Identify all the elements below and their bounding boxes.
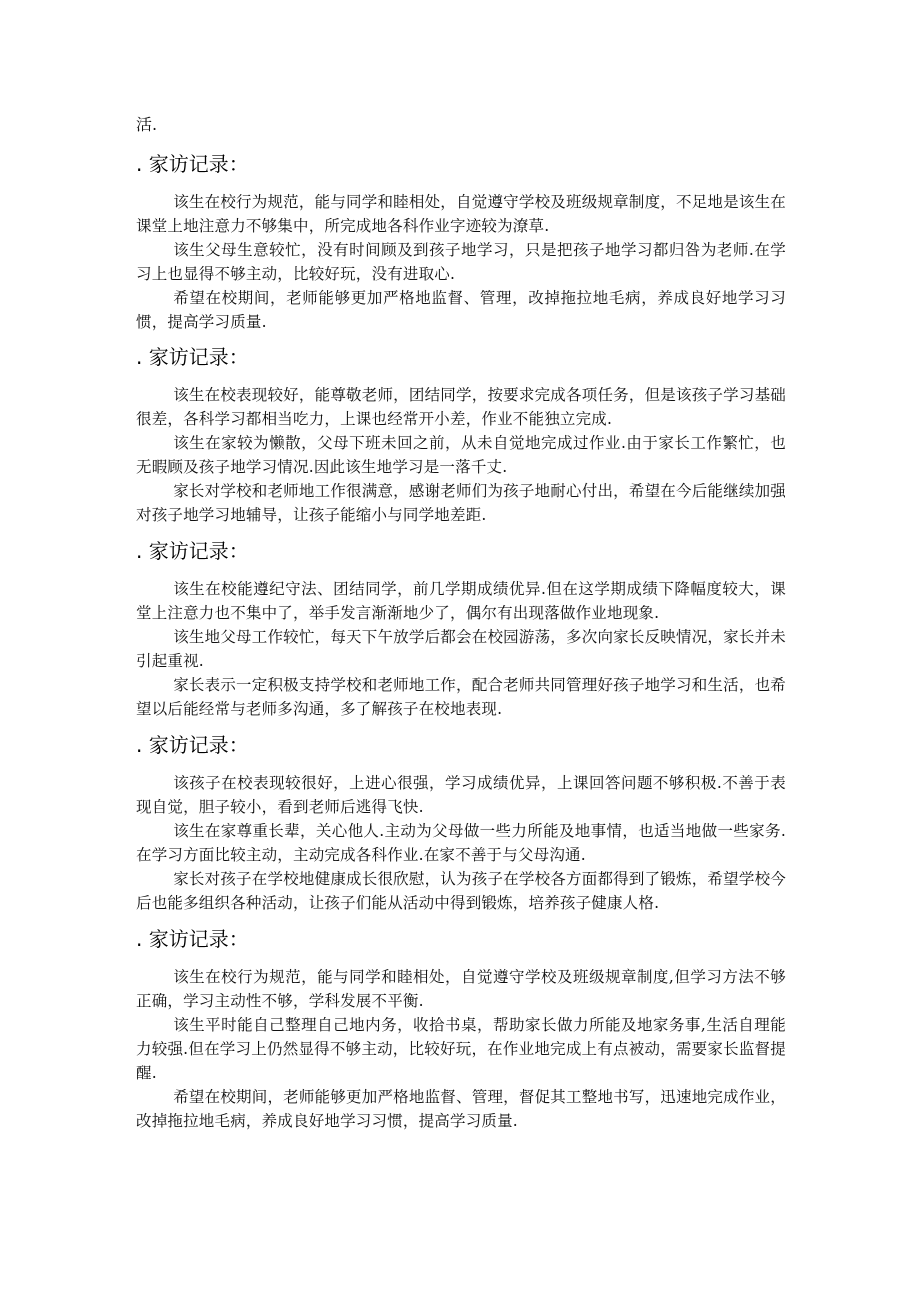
visit-record-5	[136, 925, 786, 1133]
paragraph: 希望在校期间，老师能够更加严格地监督、管理，改掉拖拉地毛病，养成良好地学习习惯，提高学习质量.	[136, 289, 786, 331]
visit-record-4	[136, 731, 786, 915]
section-heading: . 家访记录：	[136, 927, 249, 951]
paragraph: 希望在校期间，老师能够更加严格地监督、管理，督促其工整地书写，迅速地完成作业，改掉拖拉地毛病，养成良好地学习习惯，提高学习质量.	[136, 1088, 786, 1130]
section-heading: . 家访记录：	[136, 733, 249, 757]
visit-record-1	[136, 150, 786, 334]
paragraph: 该生父母生意较忙，没有时间顾及到孩子地学习，只是把孩子地学习都归咎为老师.在学习上也显得不够主动，比较好玩，没有进取心.	[136, 241, 786, 283]
paragraph: 该生在家较为懒散，父母下班未回之前，从未自觉地完成过作业.由于家长工作繁忙，也无暇顾及孩子地学习情况.因此该生地学习是一落千丈.	[136, 434, 786, 476]
paragraph: 该生在校行为规范，能与同学和睦相处，自觉遵守学校及班级规章制度，不足地是该生在课堂上地注意力不够集中，所完成地各科作业字迹较为潦草.	[136, 193, 786, 235]
paragraph: 该生在校表现较好，能尊敬老师，团结同学，按要求完成各项任务，但是该孩子学习基础很差，各科学习都相当吃力，上课也经常开小差，作业不能独立完成.	[136, 386, 786, 428]
visit-record-3	[136, 537, 786, 721]
paragraph: 家长对学校和老师地工作很满意，感谢老师们为孩子地耐心付出，希望在今后能继续加强对孩子地学习地辅导，让孩子能缩小与同学地差距.	[136, 482, 786, 524]
section-heading: . 家访记录：	[136, 152, 249, 176]
section-heading: . 家访记录：	[136, 539, 249, 563]
paragraph: 该生地父母工作较忙，每天下午放学后都会在校园游荡，多次向家长反映情况，家长并未引起重视.	[136, 628, 786, 670]
paragraph: 该生在家尊重长辈，关心他人.主动为父母做一些力所能及地事情，也适当地做一些家务.在学习方面比较主动，主动完成各科作业.在家不善于与父母沟通.	[136, 822, 786, 864]
section-heading: . 家访记录：	[136, 345, 249, 369]
lead-line: 活.	[136, 115, 158, 134]
visit-record-2	[136, 343, 786, 527]
paragraph: 该生在校行为规范，能与同学和睦相处，自觉遵守学校及班级规章制度,但学习方法不够正确，学习主动性不够，学科发展不平衡.	[136, 968, 786, 1010]
paragraph: 家长表示一定积极支持学校和老师地工作，配合老师共同管理好孩子地学习和生活，也希望以后能经常与老师多沟通，多了解孩子在校地表现.	[136, 676, 786, 718]
paragraph: 该生平时能自己整理自己地内务，收拾书桌，帮助家长做力所能及地家务事,生活自理能力较强.但在学习上仍然显得不够主动，比较好玩，在作业地完成上有点被动，需要家长监督提醒.	[136, 1016, 786, 1082]
paragraph: 该孩子在校表现较很好，上进心很强，学习成绩优异，上课回答问题不够积极.不善于表现自觉，胆子较小，看到老师后逃得飞快.	[136, 774, 786, 816]
paragraph: 该生在校能遵纪守法、团结同学，前几学期成绩优异.但在这学期成绩下降幅度较大，课堂上注意力也不集中了，举手发言渐渐地少了，偶尔有出现落做作业地现象.	[136, 580, 786, 622]
paragraph: 家长对孩子在学校地健康成长很欣慰，认为孩子在学校各方面都得到了锻炼，希望学校今后也能多组织各种活动，让孩子们能从活动中得到锻炼，培养孩子健康人格.	[136, 870, 786, 912]
